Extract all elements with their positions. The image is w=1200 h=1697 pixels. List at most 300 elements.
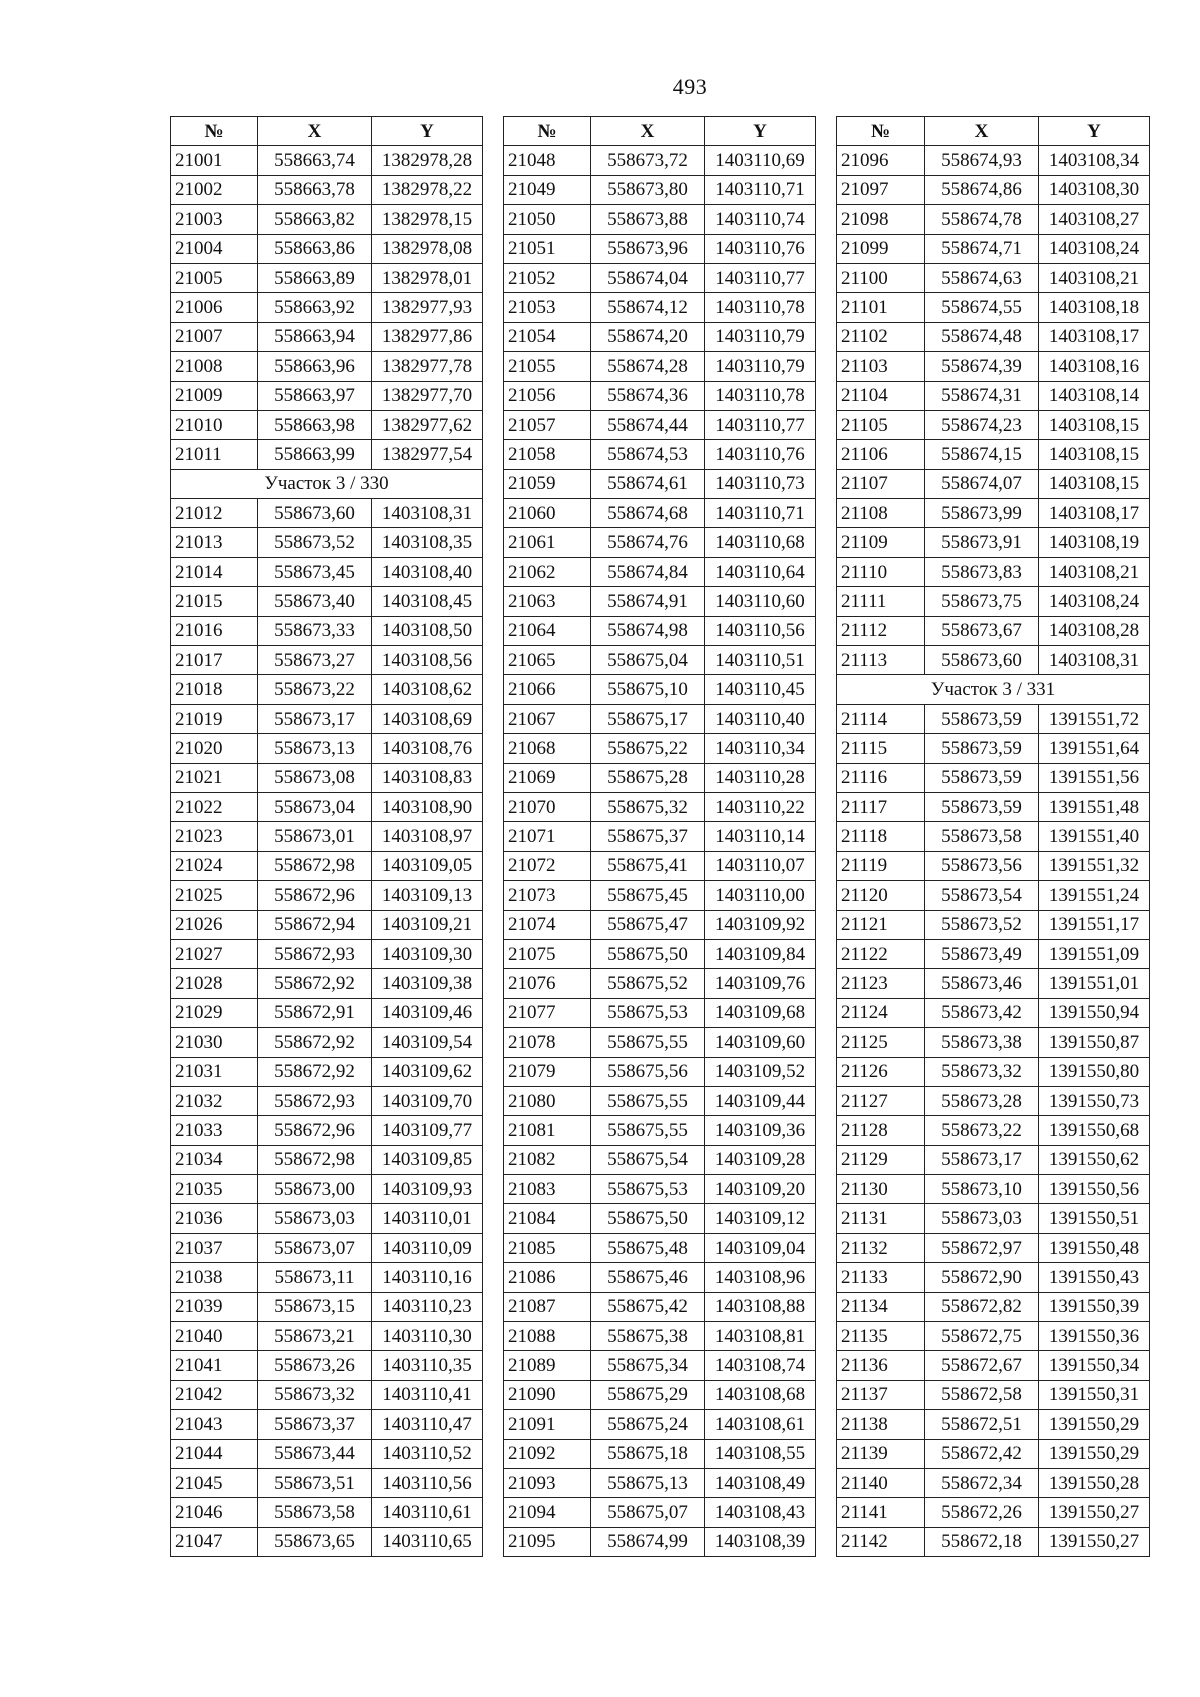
x-coordinate: 558674,55 bbox=[925, 293, 1039, 322]
x-coordinate: 558672,34 bbox=[925, 1468, 1039, 1497]
point-number: 21027 bbox=[171, 939, 258, 968]
point-number: 21142 bbox=[837, 1527, 925, 1556]
point-number: 21019 bbox=[171, 704, 258, 733]
point-number: 21096 bbox=[837, 146, 925, 175]
point-number: 21035 bbox=[171, 1175, 258, 1204]
point-number: 21081 bbox=[504, 1116, 591, 1145]
table-row bbox=[171, 322, 483, 351]
point-number: 21119 bbox=[837, 851, 925, 880]
x-coordinate: 558675,48 bbox=[591, 1233, 705, 1262]
y-coordinate: 1403110,14 bbox=[705, 822, 816, 851]
header-number: № bbox=[837, 117, 925, 146]
y-coordinate: 1391550,34 bbox=[1039, 1351, 1150, 1380]
table-row bbox=[171, 175, 483, 204]
y-coordinate: 1382977,54 bbox=[372, 440, 483, 469]
table-row bbox=[171, 528, 483, 557]
x-coordinate: 558674,48 bbox=[925, 322, 1039, 351]
section-label: Участок 3 / 330 bbox=[171, 469, 483, 498]
x-coordinate: 558663,86 bbox=[258, 234, 372, 263]
y-coordinate: 1403108,16 bbox=[1039, 352, 1150, 381]
table-row bbox=[837, 1116, 1150, 1145]
x-coordinate: 558675,29 bbox=[591, 1380, 705, 1409]
table-row bbox=[171, 822, 483, 851]
point-number: 21025 bbox=[171, 881, 258, 910]
x-coordinate: 558673,59 bbox=[925, 792, 1039, 821]
y-coordinate: 1403110,71 bbox=[705, 499, 816, 528]
x-coordinate: 558675,18 bbox=[591, 1439, 705, 1468]
x-coordinate: 558672,18 bbox=[925, 1527, 1039, 1556]
table-row bbox=[171, 205, 483, 234]
point-number: 21077 bbox=[504, 998, 591, 1027]
section-label: Участок 3 / 331 bbox=[837, 675, 1150, 704]
y-coordinate: 1403108,15 bbox=[1039, 440, 1150, 469]
table-row bbox=[171, 1322, 483, 1351]
table-row bbox=[171, 646, 483, 675]
table-row bbox=[504, 352, 816, 381]
x-coordinate: 558673,75 bbox=[925, 587, 1039, 616]
point-number: 21093 bbox=[504, 1468, 591, 1497]
point-number: 21057 bbox=[504, 410, 591, 439]
point-number: 21015 bbox=[171, 587, 258, 616]
point-number: 21092 bbox=[504, 1439, 591, 1468]
point-number: 21062 bbox=[504, 557, 591, 586]
y-coordinate: 1403108,97 bbox=[372, 822, 483, 851]
y-coordinate: 1403108,45 bbox=[372, 587, 483, 616]
y-coordinate: 1403108,50 bbox=[372, 616, 483, 645]
point-number: 21023 bbox=[171, 822, 258, 851]
y-coordinate: 1403108,24 bbox=[1039, 587, 1150, 616]
table-row bbox=[171, 881, 483, 910]
table-row bbox=[171, 352, 483, 381]
point-number: 21034 bbox=[171, 1145, 258, 1174]
table-row bbox=[837, 1175, 1150, 1204]
x-coordinate: 558675,56 bbox=[591, 1057, 705, 1086]
point-number: 21022 bbox=[171, 792, 258, 821]
y-coordinate: 1382978,01 bbox=[372, 263, 483, 292]
point-number: 21052 bbox=[504, 263, 591, 292]
x-coordinate: 558673,58 bbox=[258, 1498, 372, 1527]
header-x: X bbox=[591, 117, 705, 146]
point-number: 21075 bbox=[504, 939, 591, 968]
y-coordinate: 1403110,76 bbox=[705, 234, 816, 263]
point-number: 21064 bbox=[504, 616, 591, 645]
table-row bbox=[171, 1351, 483, 1380]
table-row bbox=[171, 998, 483, 1027]
table-header-row bbox=[171, 117, 483, 146]
point-number: 21021 bbox=[171, 763, 258, 792]
x-coordinate: 558672,26 bbox=[925, 1498, 1039, 1527]
table-row bbox=[837, 1380, 1150, 1409]
page-number: 493 bbox=[672, 74, 708, 99]
point-number: 21059 bbox=[504, 469, 591, 498]
y-coordinate: 1391550,62 bbox=[1039, 1145, 1150, 1174]
point-number: 21085 bbox=[504, 1233, 591, 1262]
x-coordinate: 558673,22 bbox=[258, 675, 372, 704]
point-number: 21038 bbox=[171, 1263, 258, 1292]
table-row bbox=[171, 557, 483, 586]
x-coordinate: 558674,61 bbox=[591, 469, 705, 498]
table-row bbox=[171, 1292, 483, 1321]
table-row bbox=[171, 1204, 483, 1233]
y-coordinate: 1403109,44 bbox=[705, 1086, 816, 1115]
point-number: 21011 bbox=[171, 440, 258, 469]
point-number: 21130 bbox=[837, 1175, 925, 1204]
table-row bbox=[837, 939, 1150, 968]
point-number: 21118 bbox=[837, 822, 925, 851]
point-number: 21065 bbox=[504, 646, 591, 675]
point-number: 21051 bbox=[504, 234, 591, 263]
table-row bbox=[171, 1116, 483, 1145]
table-row bbox=[171, 410, 483, 439]
x-coordinate: 558675,55 bbox=[591, 1116, 705, 1145]
x-coordinate: 558672,96 bbox=[258, 1116, 372, 1145]
table-header-row bbox=[837, 117, 1150, 146]
x-coordinate: 558675,41 bbox=[591, 851, 705, 880]
point-number: 21004 bbox=[171, 234, 258, 263]
point-number: 21002 bbox=[171, 175, 258, 204]
table-row bbox=[504, 763, 816, 792]
table-row bbox=[504, 704, 816, 733]
table-row bbox=[171, 851, 483, 880]
y-coordinate: 1382978,15 bbox=[372, 205, 483, 234]
y-coordinate: 1391550,28 bbox=[1039, 1468, 1150, 1497]
table-row bbox=[504, 939, 816, 968]
x-coordinate: 558673,22 bbox=[925, 1116, 1039, 1145]
point-number: 21041 bbox=[171, 1351, 258, 1380]
x-coordinate: 558675,32 bbox=[591, 792, 705, 821]
table-row bbox=[171, 1175, 483, 1204]
table-row bbox=[837, 616, 1150, 645]
point-number: 21084 bbox=[504, 1204, 591, 1233]
y-coordinate: 1403108,31 bbox=[1039, 646, 1150, 675]
point-number: 21076 bbox=[504, 969, 591, 998]
y-coordinate: 1391550,94 bbox=[1039, 998, 1150, 1027]
y-coordinate: 1403108,15 bbox=[1039, 469, 1150, 498]
point-number: 21043 bbox=[171, 1410, 258, 1439]
point-number: 21054 bbox=[504, 322, 591, 351]
y-coordinate: 1403110,73 bbox=[705, 469, 816, 498]
x-coordinate: 558673,88 bbox=[591, 205, 705, 234]
x-coordinate: 558675,55 bbox=[591, 1086, 705, 1115]
y-coordinate: 1403108,24 bbox=[1039, 234, 1150, 263]
y-coordinate: 1391551,09 bbox=[1039, 939, 1150, 968]
point-number: 21131 bbox=[837, 1204, 925, 1233]
table-row bbox=[171, 1233, 483, 1262]
table-row bbox=[504, 1468, 816, 1497]
table-row bbox=[171, 146, 483, 175]
x-coordinate: 558672,82 bbox=[925, 1292, 1039, 1321]
x-coordinate: 558673,56 bbox=[925, 851, 1039, 880]
table-row bbox=[504, 1527, 816, 1556]
point-number: 21037 bbox=[171, 1233, 258, 1262]
table-row bbox=[837, 763, 1150, 792]
y-coordinate: 1403108,39 bbox=[705, 1527, 816, 1556]
y-coordinate: 1382978,28 bbox=[372, 146, 483, 175]
section-row bbox=[171, 469, 483, 498]
y-coordinate: 1403109,68 bbox=[705, 998, 816, 1027]
x-coordinate: 558675,47 bbox=[591, 910, 705, 939]
table-row bbox=[837, 293, 1150, 322]
point-number: 21036 bbox=[171, 1204, 258, 1233]
table-row bbox=[504, 1498, 816, 1527]
x-coordinate: 558673,51 bbox=[258, 1468, 372, 1497]
point-number: 21007 bbox=[171, 322, 258, 351]
table-row bbox=[504, 528, 816, 557]
x-coordinate: 558663,96 bbox=[258, 352, 372, 381]
x-coordinate: 558674,78 bbox=[925, 205, 1039, 234]
point-number: 21114 bbox=[837, 704, 925, 733]
x-coordinate: 558673,54 bbox=[925, 881, 1039, 910]
x-coordinate: 558672,90 bbox=[925, 1263, 1039, 1292]
x-coordinate: 558674,04 bbox=[591, 263, 705, 292]
point-number: 21116 bbox=[837, 763, 925, 792]
y-coordinate: 1403108,96 bbox=[705, 1263, 816, 1292]
header-number: № bbox=[504, 117, 591, 146]
x-coordinate: 558663,74 bbox=[258, 146, 372, 175]
table-row bbox=[837, 910, 1150, 939]
x-coordinate: 558674,31 bbox=[925, 381, 1039, 410]
point-number: 21028 bbox=[171, 969, 258, 998]
y-coordinate: 1403108,17 bbox=[1039, 322, 1150, 351]
table-row bbox=[837, 1057, 1150, 1086]
x-coordinate: 558673,59 bbox=[925, 763, 1039, 792]
y-coordinate: 1403109,36 bbox=[705, 1116, 816, 1145]
point-number: 21044 bbox=[171, 1439, 258, 1468]
table-row bbox=[837, 1498, 1150, 1527]
y-coordinate: 1403109,20 bbox=[705, 1175, 816, 1204]
y-coordinate: 1403110,69 bbox=[705, 146, 816, 175]
table-row bbox=[837, 646, 1150, 675]
y-coordinate: 1403108,40 bbox=[372, 557, 483, 586]
y-coordinate: 1403110,52 bbox=[372, 1439, 483, 1468]
table-row bbox=[504, 1410, 816, 1439]
point-number: 21111 bbox=[837, 587, 925, 616]
y-coordinate: 1403110,47 bbox=[372, 1410, 483, 1439]
point-number: 21091 bbox=[504, 1410, 591, 1439]
table-row bbox=[171, 234, 483, 263]
y-coordinate: 1391551,32 bbox=[1039, 851, 1150, 880]
x-coordinate: 558673,08 bbox=[258, 763, 372, 792]
y-coordinate: 1391550,29 bbox=[1039, 1439, 1150, 1468]
x-coordinate: 558673,32 bbox=[925, 1057, 1039, 1086]
table-row bbox=[504, 322, 816, 351]
x-coordinate: 558675,52 bbox=[591, 969, 705, 998]
table-row bbox=[504, 851, 816, 880]
y-coordinate: 1403108,90 bbox=[372, 792, 483, 821]
y-coordinate: 1403109,05 bbox=[372, 851, 483, 880]
x-coordinate: 558673,07 bbox=[258, 1233, 372, 1262]
point-number: 21112 bbox=[837, 616, 925, 645]
x-coordinate: 558673,17 bbox=[925, 1145, 1039, 1174]
table-row bbox=[504, 1175, 816, 1204]
point-number: 21098 bbox=[837, 205, 925, 234]
table-row bbox=[171, 1527, 483, 1556]
x-coordinate: 558673,28 bbox=[925, 1086, 1039, 1115]
table-row bbox=[504, 822, 816, 851]
table-row bbox=[171, 1468, 483, 1497]
y-coordinate: 1403110,35 bbox=[372, 1351, 483, 1380]
table-row bbox=[171, 734, 483, 763]
x-coordinate: 558673,91 bbox=[925, 528, 1039, 557]
table-row bbox=[504, 616, 816, 645]
x-coordinate: 558675,38 bbox=[591, 1322, 705, 1351]
x-coordinate: 558673,04 bbox=[258, 792, 372, 821]
table-row bbox=[504, 1233, 816, 1262]
table-row bbox=[837, 322, 1150, 351]
y-coordinate: 1382977,86 bbox=[372, 322, 483, 351]
y-coordinate: 1403110,71 bbox=[705, 175, 816, 204]
y-coordinate: 1403110,23 bbox=[372, 1292, 483, 1321]
point-number: 21139 bbox=[837, 1439, 925, 1468]
y-coordinate: 1403108,34 bbox=[1039, 146, 1150, 175]
x-coordinate: 558672,92 bbox=[258, 1028, 372, 1057]
y-coordinate: 1403109,60 bbox=[705, 1028, 816, 1057]
x-coordinate: 558675,50 bbox=[591, 1204, 705, 1233]
point-number: 21088 bbox=[504, 1322, 591, 1351]
x-coordinate: 558673,72 bbox=[591, 146, 705, 175]
y-coordinate: 1403108,35 bbox=[372, 528, 483, 557]
table-row bbox=[171, 1439, 483, 1468]
point-number: 21055 bbox=[504, 352, 591, 381]
point-number: 21094 bbox=[504, 1498, 591, 1527]
x-coordinate: 558674,84 bbox=[591, 557, 705, 586]
y-coordinate: 1391550,31 bbox=[1039, 1380, 1150, 1409]
point-number: 21026 bbox=[171, 910, 258, 939]
header-x: X bbox=[925, 117, 1039, 146]
y-coordinate: 1403109,30 bbox=[372, 939, 483, 968]
x-coordinate: 558673,60 bbox=[258, 499, 372, 528]
x-coordinate: 558675,10 bbox=[591, 675, 705, 704]
point-number: 21074 bbox=[504, 910, 591, 939]
y-coordinate: 1382977,78 bbox=[372, 352, 483, 381]
table-row bbox=[837, 234, 1150, 263]
y-coordinate: 1403108,88 bbox=[705, 1292, 816, 1321]
table-row bbox=[837, 822, 1150, 851]
y-coordinate: 1403110,45 bbox=[705, 675, 816, 704]
y-coordinate: 1391551,64 bbox=[1039, 734, 1150, 763]
table-row bbox=[171, 792, 483, 821]
table-row bbox=[171, 499, 483, 528]
x-coordinate: 558674,91 bbox=[591, 587, 705, 616]
x-coordinate: 558674,23 bbox=[925, 410, 1039, 439]
x-coordinate: 558674,68 bbox=[591, 499, 705, 528]
y-coordinate: 1391550,27 bbox=[1039, 1527, 1150, 1556]
x-coordinate: 558674,86 bbox=[925, 175, 1039, 204]
y-coordinate: 1403108,18 bbox=[1039, 293, 1150, 322]
x-coordinate: 558673,11 bbox=[258, 1263, 372, 1292]
x-coordinate: 558673,67 bbox=[925, 616, 1039, 645]
x-coordinate: 558663,89 bbox=[258, 263, 372, 292]
point-number: 21009 bbox=[171, 381, 258, 410]
y-coordinate: 1391550,39 bbox=[1039, 1292, 1150, 1321]
x-coordinate: 558673,15 bbox=[258, 1292, 372, 1321]
point-number: 21083 bbox=[504, 1175, 591, 1204]
y-coordinate: 1382978,08 bbox=[372, 234, 483, 263]
y-coordinate: 1403108,17 bbox=[1039, 499, 1150, 528]
x-coordinate: 558674,53 bbox=[591, 440, 705, 469]
point-number: 21008 bbox=[171, 352, 258, 381]
point-number: 21003 bbox=[171, 205, 258, 234]
x-coordinate: 558673,10 bbox=[925, 1175, 1039, 1204]
table-row bbox=[504, 499, 816, 528]
point-number: 21133 bbox=[837, 1263, 925, 1292]
point-number: 21031 bbox=[171, 1057, 258, 1086]
table-row bbox=[504, 1263, 816, 1292]
y-coordinate: 1403108,21 bbox=[1039, 557, 1150, 586]
y-coordinate: 1403110,07 bbox=[705, 851, 816, 880]
y-coordinate: 1403110,16 bbox=[372, 1263, 483, 1292]
table-row bbox=[504, 734, 816, 763]
table-row bbox=[171, 293, 483, 322]
y-coordinate: 1391550,48 bbox=[1039, 1233, 1150, 1262]
y-coordinate: 1403109,77 bbox=[372, 1116, 483, 1145]
point-number: 21013 bbox=[171, 528, 258, 557]
x-coordinate: 558672,51 bbox=[925, 1410, 1039, 1439]
x-coordinate: 558674,76 bbox=[591, 528, 705, 557]
point-number: 21061 bbox=[504, 528, 591, 557]
y-coordinate: 1403109,76 bbox=[705, 969, 816, 998]
y-coordinate: 1391551,48 bbox=[1039, 792, 1150, 821]
point-number: 21109 bbox=[837, 528, 925, 557]
table-row bbox=[837, 734, 1150, 763]
y-coordinate: 1391551,72 bbox=[1039, 704, 1150, 733]
y-coordinate: 1403108,19 bbox=[1039, 528, 1150, 557]
x-coordinate: 558673,59 bbox=[925, 704, 1039, 733]
x-coordinate: 558674,98 bbox=[591, 616, 705, 645]
x-coordinate: 558673,58 bbox=[925, 822, 1039, 851]
y-coordinate: 1391550,68 bbox=[1039, 1116, 1150, 1145]
y-coordinate: 1403108,31 bbox=[372, 499, 483, 528]
y-coordinate: 1403110,61 bbox=[372, 1498, 483, 1527]
y-coordinate: 1403109,38 bbox=[372, 969, 483, 998]
point-number: 21072 bbox=[504, 851, 591, 880]
table-row bbox=[504, 646, 816, 675]
table-row bbox=[837, 381, 1150, 410]
table-row bbox=[504, 381, 816, 410]
point-number: 21018 bbox=[171, 675, 258, 704]
point-number: 21122 bbox=[837, 939, 925, 968]
point-number: 21020 bbox=[171, 734, 258, 763]
point-number: 21089 bbox=[504, 1351, 591, 1380]
point-number: 21069 bbox=[504, 763, 591, 792]
table-row bbox=[504, 293, 816, 322]
x-coordinate: 558672,94 bbox=[258, 910, 372, 939]
x-coordinate: 558673,46 bbox=[925, 969, 1039, 998]
y-coordinate: 1403110,68 bbox=[705, 528, 816, 557]
y-coordinate: 1403110,56 bbox=[372, 1468, 483, 1497]
x-coordinate: 558674,07 bbox=[925, 469, 1039, 498]
point-number: 21097 bbox=[837, 175, 925, 204]
point-number: 21104 bbox=[837, 381, 925, 410]
y-coordinate: 1391550,73 bbox=[1039, 1086, 1150, 1115]
point-number: 21040 bbox=[171, 1322, 258, 1351]
y-coordinate: 1403109,52 bbox=[705, 1057, 816, 1086]
point-number: 21100 bbox=[837, 263, 925, 292]
x-coordinate: 558663,92 bbox=[258, 293, 372, 322]
table-row bbox=[837, 1086, 1150, 1115]
point-number: 21073 bbox=[504, 881, 591, 910]
x-coordinate: 558673,27 bbox=[258, 646, 372, 675]
table-row bbox=[504, 1292, 816, 1321]
table-row bbox=[171, 440, 483, 469]
table-row bbox=[171, 1145, 483, 1174]
point-number: 21010 bbox=[171, 410, 258, 439]
x-coordinate: 558663,98 bbox=[258, 410, 372, 439]
y-coordinate: 1382977,70 bbox=[372, 381, 483, 410]
y-coordinate: 1403110,34 bbox=[705, 734, 816, 763]
table-row bbox=[837, 704, 1150, 733]
y-coordinate: 1382978,22 bbox=[372, 175, 483, 204]
